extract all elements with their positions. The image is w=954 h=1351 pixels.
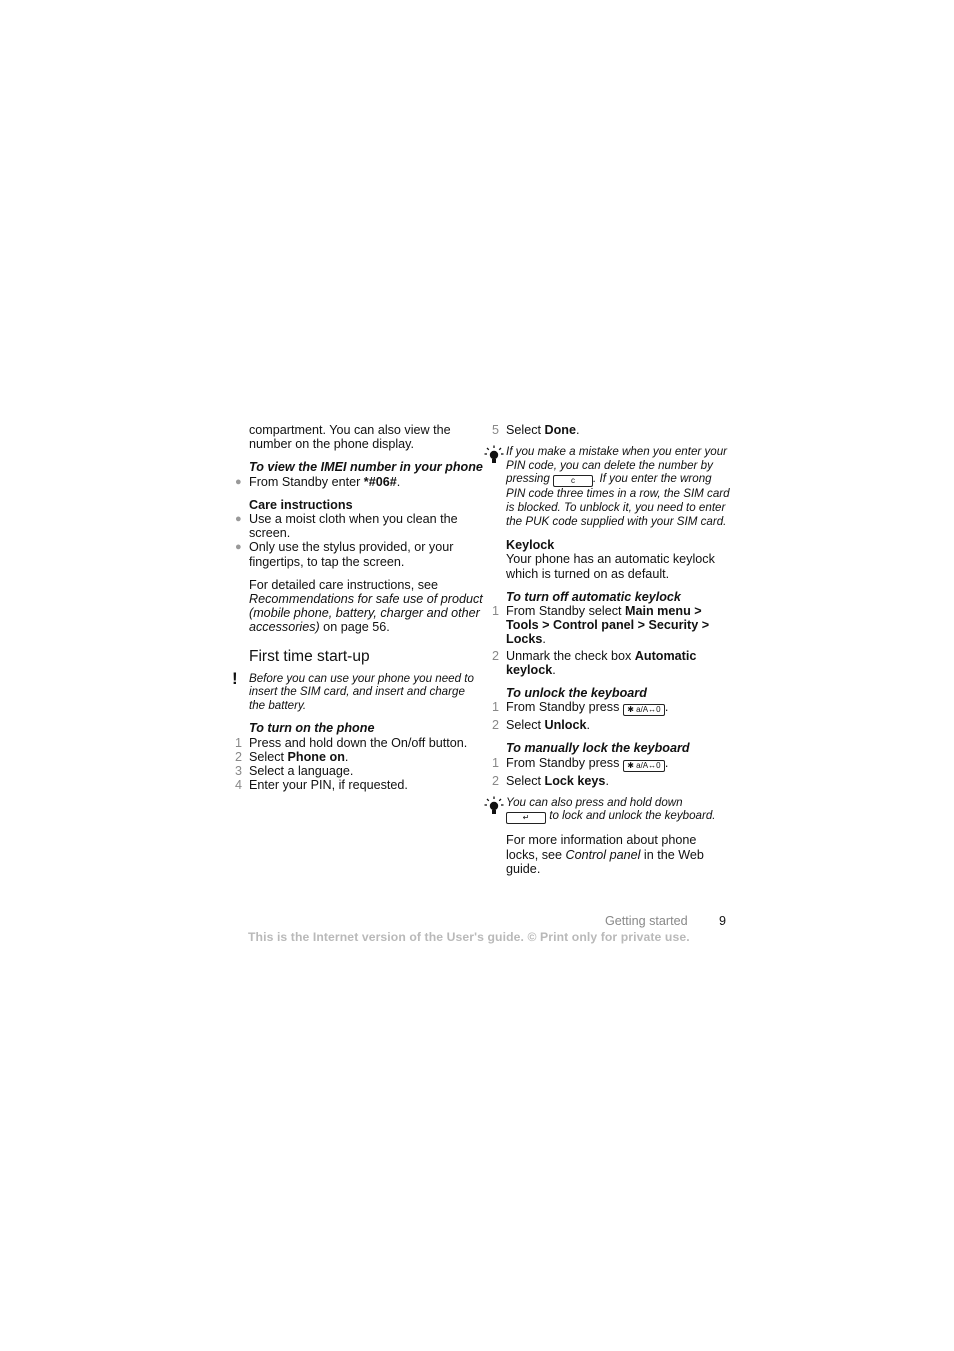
list-item: 2 Select Phone on. (235, 749, 349, 764)
left-column (232, 423, 484, 793)
list-item: 1 From Standby select Main menu > Tools > Control panel > Security > Locks. (492, 603, 710, 647)
care-heading: Care instructions (249, 497, 353, 512)
lightbulb-icon (484, 796, 504, 820)
exclamation-icon: ! (232, 668, 238, 688)
list-item: 4 Enter your PIN, if requested. (235, 778, 408, 793)
star-key-icon: ✱ a/A↔0 (623, 704, 665, 716)
list-item: ● Only use the stylus provided, or your fingertips, to tap the screen. (235, 540, 454, 569)
list-item: 1 From Standby press ✱ a/A↔0 . (492, 755, 669, 770)
keylock-text: Your phone has an automatic keylock which is turned on as default. (506, 552, 715, 581)
right-column (492, 423, 731, 876)
list-item: 2 Unmark the check box Automatic keylock. (492, 648, 697, 677)
back-key-icon: ↵ (506, 812, 546, 824)
more-info-text: For more information about phone locks, see Control panel in the Web guide. (506, 833, 704, 876)
turn-on-heading: To turn on the phone (249, 721, 375, 736)
list-item: 2 Select Unlock. (492, 718, 591, 733)
auto-keylock-heading: To turn off automatic keylock (506, 589, 681, 604)
bullet-icon: ● (235, 513, 242, 526)
manual-lock-heading: To manually lock the keyboard (506, 741, 690, 756)
star-key-icon: ✱ a/A↔0 (623, 760, 665, 772)
section-title: First time start-up (249, 647, 370, 665)
imei-heading: To view the IMEI number in your phone (249, 460, 483, 475)
list-item: ● From Standby enter *#06#. (235, 474, 401, 489)
bullet-icon: ● (235, 475, 242, 488)
intro-text: compartment. You can also view the number on the phone display. (249, 423, 451, 452)
c-key-icon: c (553, 475, 593, 487)
list-item: 3 Select a language. (235, 764, 354, 779)
list-item: ● Use a moist cloth when you clean the screen. (235, 512, 458, 541)
bullet-icon: ● (235, 541, 242, 554)
care-more-text: For detailed care instructions, see Recommendations for safe use of product (mobile phone, battery, charger and other accessories) on page 56. (249, 577, 483, 635)
lightbulb-icon (484, 445, 504, 469)
list-item: 1 Press and hold down the On/off button. (235, 735, 468, 750)
tip-note: If you make a mistake when you enter your PIN code, you can delete the number by pressing c . If you enter the wrong PIN code three times in a row, the SIM card is blocked. To unblock it, you need to enter the PUK code supplied with your SIM card. (506, 445, 731, 528)
footer-notice: This is the Internet version of the User's guide. © Print only for private use. (248, 930, 690, 944)
page-number: 9 (719, 914, 727, 928)
unlock-heading: To unlock the keyboard (506, 686, 647, 700)
warning-note: ! Before you can use your phone you need to insert the SIM card, and insert and charge the battery. (232, 668, 474, 712)
list-item: 2 Select Lock keys. (492, 773, 609, 788)
list-item: 5 Select Done. (492, 423, 580, 437)
tip-note: You can also press and hold down ↵ to lock and unlock the keyboard. (506, 796, 731, 825)
keylock-heading: Keylock (506, 538, 555, 553)
list-item: 1 From Standby press ✱ a/A↔0 . (492, 700, 669, 715)
footer-section-label: Getting started (605, 914, 688, 928)
